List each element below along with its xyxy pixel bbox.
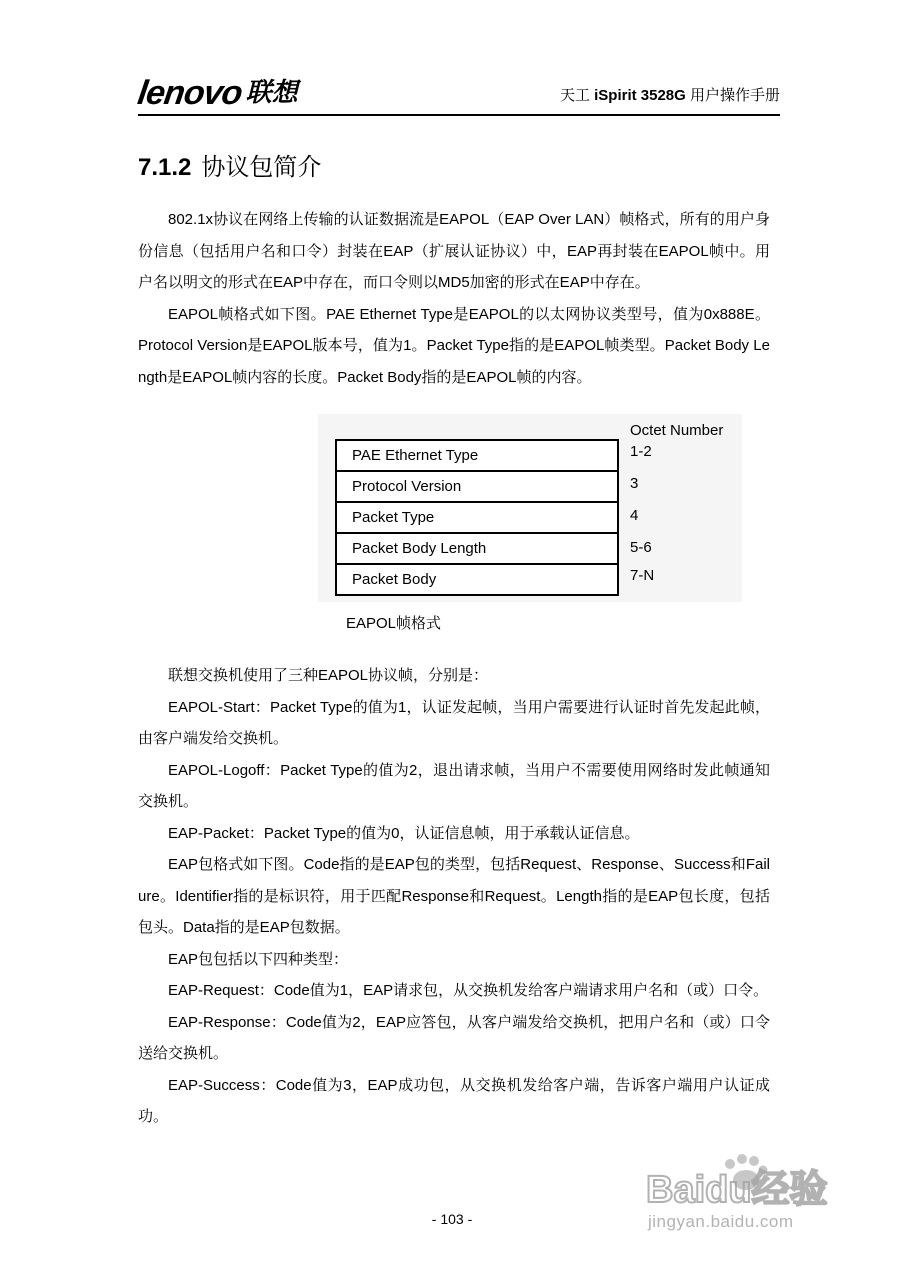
paragraph: EAP-Response：Code值为2，EAP应答包，从客户端发给交换机，把用户名和（或）口令送给交换机。: [138, 1013, 770, 1062]
paragraph: 联想交换机使用了三种EAPOL协议帧，分别是：: [168, 667, 489, 684]
baidu-paw-logo: [642, 1152, 862, 1212]
eapol-types-paragraphs: [138, 660, 770, 1133]
paragraph: 802.1x协议在网络上传输的认证数据流是EAPOL（EAP Over LAN）帧格式，所有的用户身份信息（包括用户名和口令）封装在EAP（扩展认证协议）中，EAP再封装在EAPOL帧中。用户名以明文的形式在EAP中存在，而口令则以MD5加密的形式在EAP中存在。: [138, 211, 770, 291]
section-heading: [138, 154, 321, 183]
paragraph: EAP包包括以下四种类型：: [168, 950, 349, 968]
frame-field: Packet Body Length: [337, 534, 617, 565]
paragraph: EAP-Request：Code值为1，EAP请求包，从交换机发给客户端请求用户名和（或）口令。: [168, 982, 769, 999]
paragraph: EAP-Success：Code值为3，EAP成功包，从交换机发给客户端，告诉客户端用户认证成功。: [138, 1076, 770, 1125]
diagram-caption: EAPOL帧格式: [346, 615, 442, 632]
octet-value: 4: [630, 507, 639, 524]
frame-field: Packet Type: [337, 503, 617, 534]
manual-title-prefix: 天工: [559, 87, 595, 104]
frame-field: PAE Ethernet Type: [337, 441, 617, 472]
page-number: - 103 -: [431, 1211, 473, 1227]
logo-cjk-text: 联想: [245, 78, 298, 108]
section-number: 7.1.2: [138, 154, 192, 181]
intro-paragraphs: [138, 204, 770, 393]
octet-value: 3: [630, 475, 639, 492]
frame-field: Protocol Version: [337, 472, 617, 503]
octet-value: 5-6: [630, 539, 652, 556]
watermark-brand: Baidu经验: [646, 1169, 828, 1211]
manual-title-suffix: 用户操作手册: [685, 87, 780, 104]
manual-title-model: iSpirit 3528G: [594, 87, 686, 104]
manual-title: [560, 88, 780, 103]
octet-value: 7-N: [630, 567, 655, 584]
paragraph: EAP包格式如下图。Code指的是EAP包的类型，包括Request、Response、Success和Failure。Identifier指的是标识符，用于匹配Response和Request。Length指的是EAP包长度，包括包头。Data指的是EAP包数据。: [138, 856, 770, 936]
paragraph: EAPOL帧格式如下图。PAE Ethernet Type是EAPOL的以太网协议类型号，值为0x888E。Protocol Version是EAPOL版本号，值为1。Packet Type指的是EAPOL帧类型。Packet Body Length是EAPOL帧内容的长度。Packet Body指的是EAPOL帧的内容。: [138, 305, 770, 386]
paragraph: EAPOL-Logoff：Packet Type的值为2，退出请求帧，当用户不需要使用网络时发此帧通知交换机。: [138, 761, 770, 810]
eapol-frame-diagram: [318, 414, 742, 602]
paragraph: EAP-Packet：Packet Type的值为0，认证信息帧，用于承载认证信息。: [168, 824, 640, 842]
paragraph: EAPOL-Start：Packet Type的值为1，认证发起帧，当用户需要进行认证时首先发起此帧，由客户端发给交换机。: [138, 698, 770, 747]
logo-latin-text: lenovo: [135, 74, 245, 112]
lenovo-logo: [135, 74, 298, 112]
frame-field: Packet Body: [352, 571, 437, 588]
frame-fields-box: [335, 439, 619, 596]
watermark-url: jingyan.baidu.com: [648, 1212, 794, 1231]
octet-value: 1-2: [630, 443, 652, 460]
section-title-text: 协议包简介: [201, 154, 322, 181]
octet-number-header: Octet Number: [630, 422, 724, 439]
page-header: [135, 72, 780, 116]
baidu-watermark: [642, 1152, 862, 1262]
